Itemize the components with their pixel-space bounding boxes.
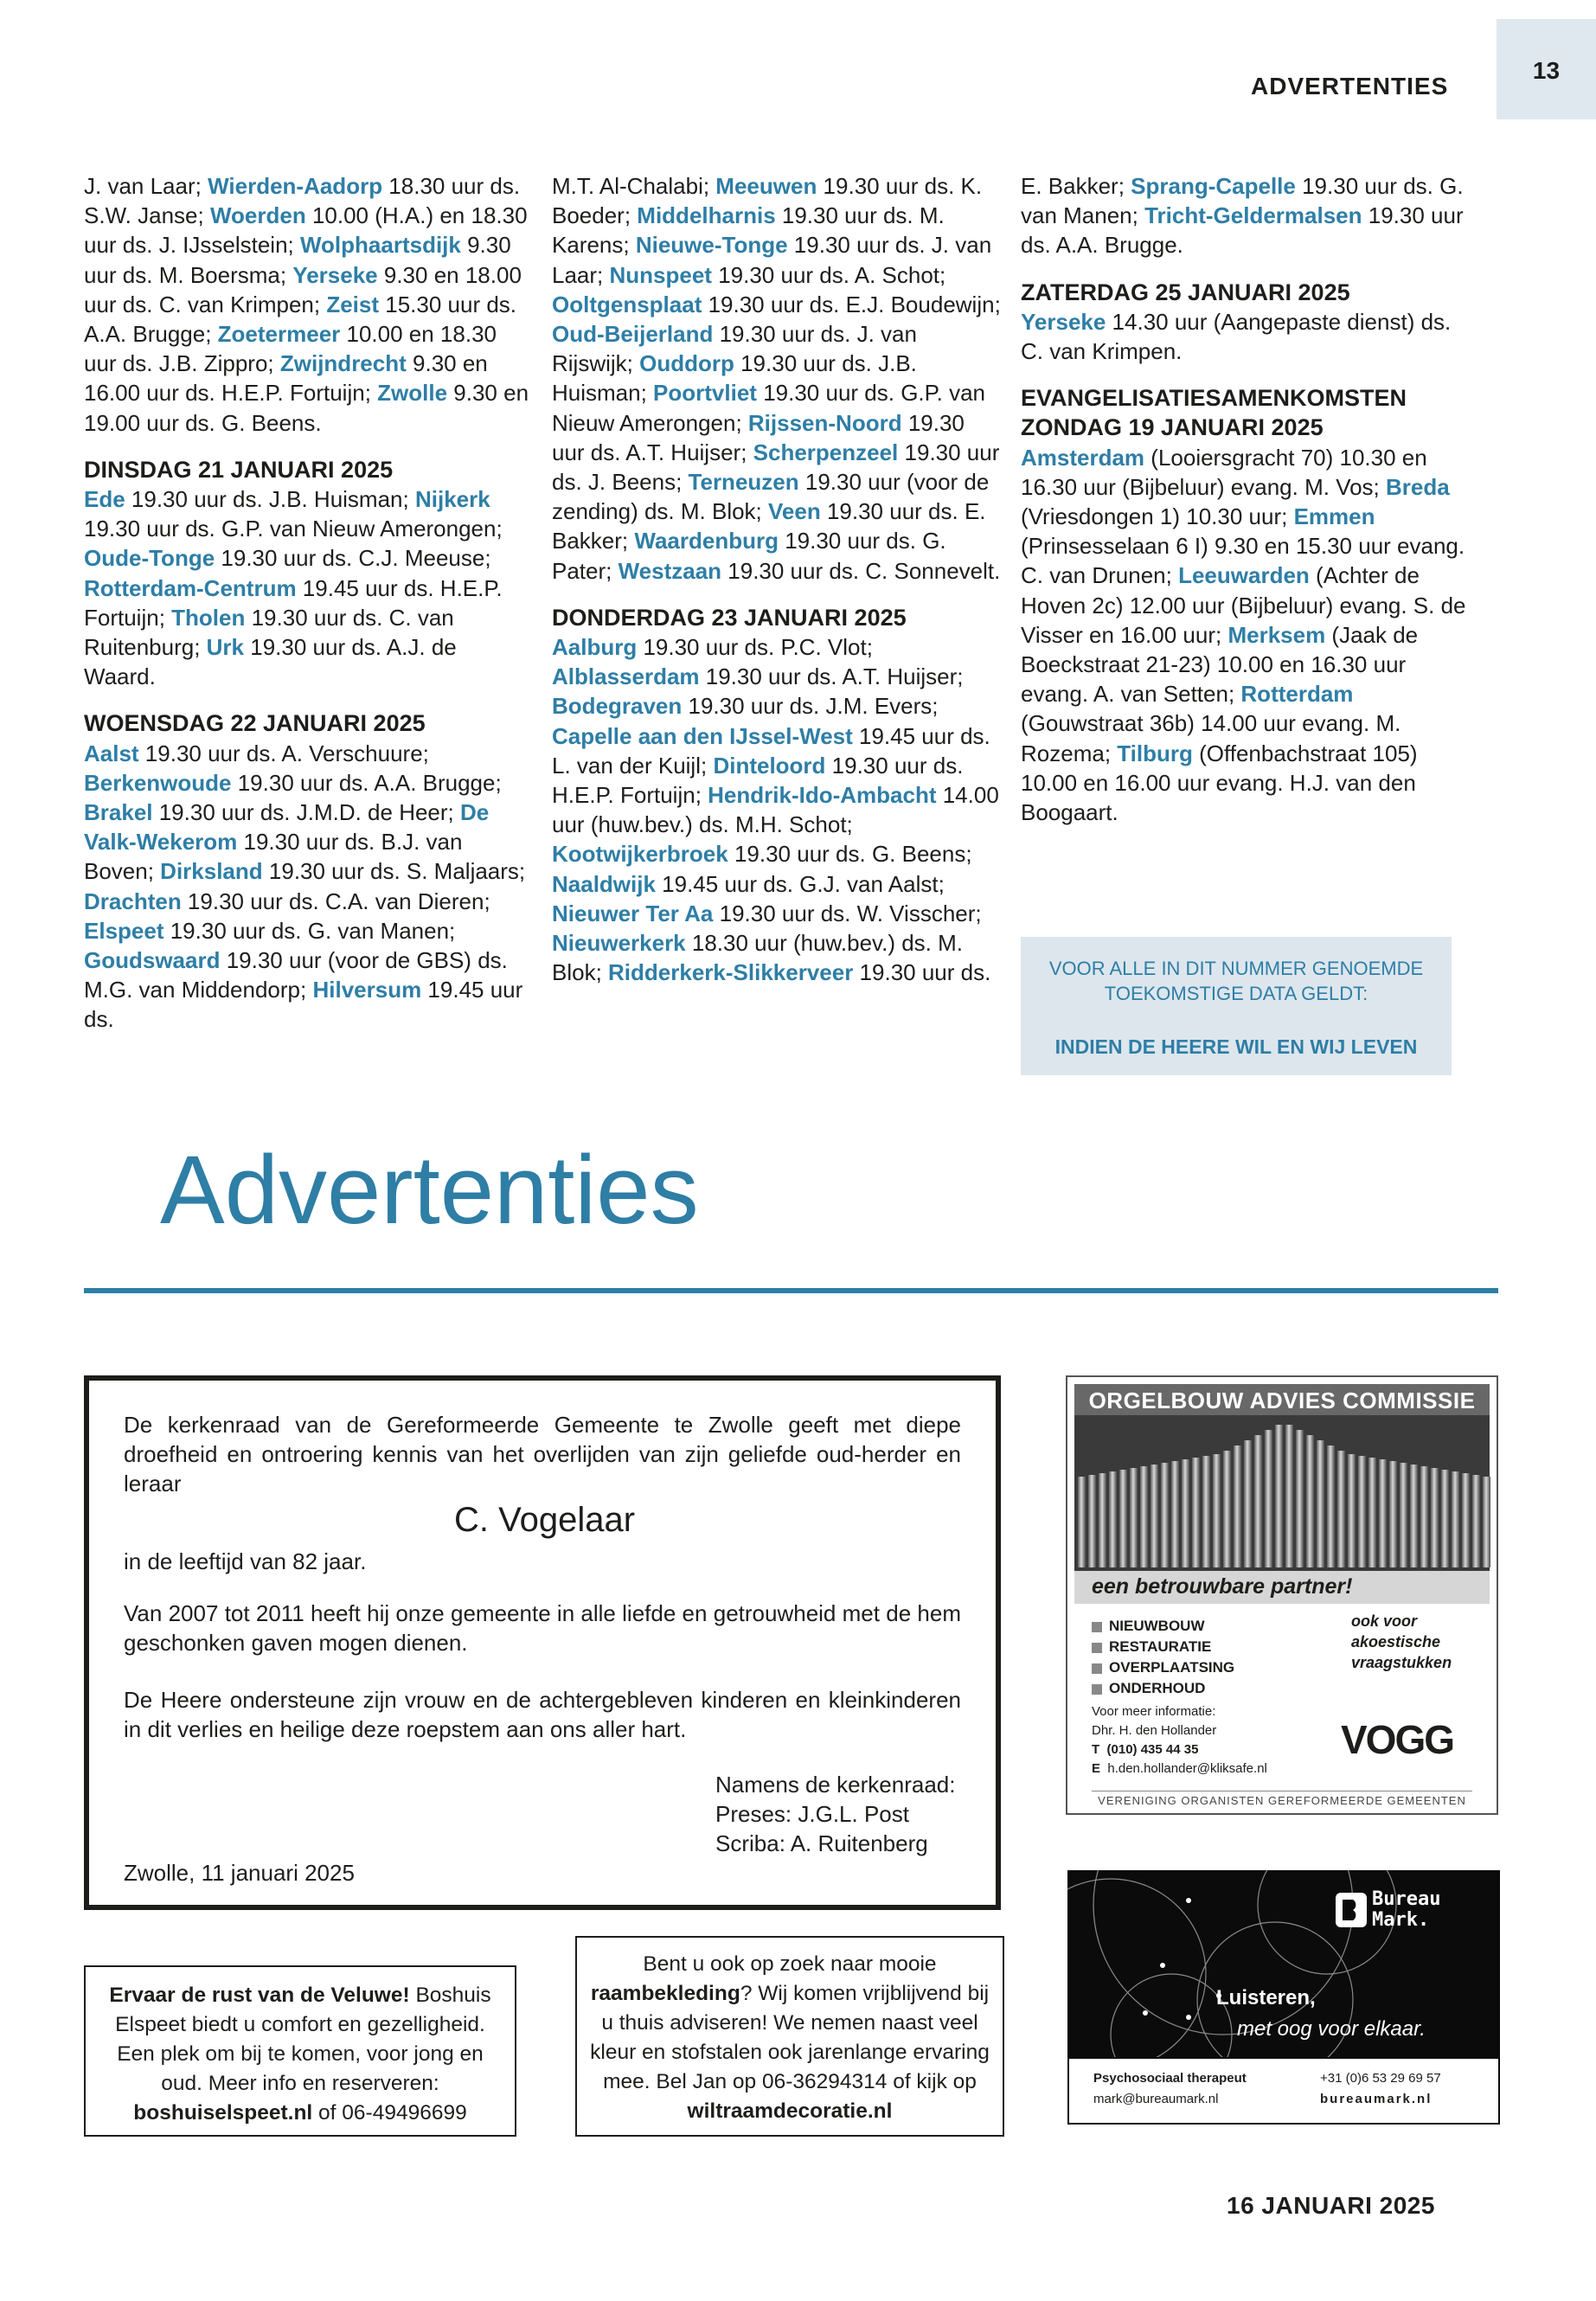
service-text: E. Bakker;	[1021, 173, 1131, 199]
location-name: Leeuwarden	[1178, 562, 1310, 589]
organ-pipe	[1441, 1470, 1449, 1567]
issue-date: 16 JANUARI 2025	[1227, 2192, 1435, 2219]
paragraph	[1021, 307, 1471, 366]
service-text: 19.45 uur ds.	[84, 977, 523, 1033]
location-name: Zwijndrecht	[279, 350, 407, 377]
service-text: 19.30 uur ds. G. van Manen;	[1021, 173, 1464, 229]
service-text: 19.30 uur ds. S. Maljaars;	[262, 858, 526, 885]
orgel-extra-line: akoestische	[1351, 1633, 1441, 1650]
location-name: Merksem	[1227, 621, 1326, 648]
location-name: Dinteloord	[713, 752, 826, 779]
service-text: 10.00 (H.A.) en 18.30 uur ds. J. IJsselstein;	[84, 202, 528, 259]
location-name: Woerden	[209, 202, 306, 229]
column-1	[84, 171, 534, 1052]
location-name: Alblasserdam	[552, 663, 700, 690]
organ-pipe	[1431, 1468, 1439, 1567]
service-text: 19.30 uur ds. A. Schot;	[711, 261, 946, 288]
location-name: Nieuwer Ter Aa	[552, 900, 714, 926]
organ-pipe	[1223, 1451, 1231, 1567]
orgel-service-item: OVERPLAATSING	[1092, 1657, 1234, 1678]
location-name: Nieuwerkerk	[552, 930, 686, 957]
service-text: (Jaak de Boeckstraat 21-23) 10.00 en 16.30 uur evang. A. van Setten;	[1021, 621, 1419, 708]
service-text: 15.30 uur ds. A.A. Brugge;	[84, 291, 517, 348]
service-text: 19.30 uur ds. E.J. Boudewijn;	[702, 291, 1001, 317]
location-name: Oude-Tonge	[84, 545, 215, 572]
location-name: Capelle aan den IJssel-West	[552, 722, 853, 749]
service-text: 14.30 uur (Aangepaste dienst) ds. C. van Krimpen.	[1021, 308, 1452, 365]
organ-pipe	[1348, 1454, 1356, 1567]
death-notice	[84, 1375, 1001, 1910]
service-text: 10.00 en 18.30 uur ds. J.B. Zippro;	[84, 321, 497, 377]
location-name: Wolphaartsdijk	[299, 232, 461, 259]
service-text: 19.45 uur ds. L. van der Kuijl;	[552, 722, 990, 779]
location-name: Poortvliet	[653, 380, 757, 407]
location-name: Ouddorp	[639, 350, 734, 377]
service-text: 9.30 en 18.00 uur ds. C. van Krimpen;	[84, 261, 522, 317]
service-text: 19.30 uur (voor de GBS) ds. M.G. van Middendorp;	[84, 947, 508, 1003]
organ-pipe	[1130, 1468, 1138, 1567]
death-intro: De kerkenraad van de Gereformeerde Gemeente te Zwolle geeft met diepe droefheid en ontroering kennis van het overlijden van zijn geliefde oud-herder en leraar	[124, 1412, 961, 1497]
organ-pipe	[1420, 1466, 1428, 1567]
location-name: Zwolle	[377, 380, 448, 407]
service-text: 19.30 uur ds. J.B. Huisman;	[125, 486, 415, 513]
notice-line: VOOR ALLE IN DIT NUMMER GENOEMDE	[1048, 958, 1424, 979]
service-text: 19.30 uur ds. P.C. Vlot;	[637, 634, 873, 661]
location-name: Urk	[206, 634, 245, 661]
organ-pipe	[1327, 1445, 1335, 1567]
place-date: Zwolle, 11 januari 2025	[124, 1860, 355, 1886]
organ-pipe	[1368, 1458, 1376, 1567]
vogg-logo: VOGG	[1341, 1717, 1454, 1762]
service-text: 19.30 uur ds. J.M.D. de Heer;	[152, 799, 460, 826]
service-text: 19.30 uur ds. G.P. van Nieuw Amerongen;	[552, 380, 985, 436]
section-title: ADVERTENTIES	[1251, 73, 1449, 99]
email-label: E	[1092, 1761, 1101, 1776]
location-name: Hilversum	[312, 977, 422, 1003]
column-2	[552, 171, 1002, 1004]
paragraph	[1021, 443, 1471, 828]
location-name: Ede	[84, 486, 125, 513]
organ-pipe	[1358, 1456, 1366, 1567]
location-name: Wierden-Aadorp	[208, 173, 383, 199]
notice-box	[1021, 937, 1452, 1075]
orgel-extra	[1351, 1611, 1452, 1673]
ad-boshuis	[84, 1965, 516, 2137]
bureau-role: Psychosociaal therapeut	[1093, 2071, 1247, 2086]
ad-raamdecoratie	[575, 1936, 1004, 2137]
organ-pipe	[1254, 1435, 1262, 1567]
service-text: 18.30 uur (huw.bev.) ds. M. Blok;	[552, 930, 963, 986]
organ-pipe	[1275, 1425, 1283, 1567]
location-name: Breda	[1386, 473, 1450, 500]
death-prayer: De Heere ondersteune zijn vrouw en de achtergebleven kinderen en kleinkinderen in dit verlies en heilige deze roepstem aan ons aller hart.	[124, 1687, 961, 1742]
ad-text: Boshuis Elspeet biedt u comfort en gezelligheid. Een plek om bij te komen, voor jong en oud. Meer info en reserveren:	[115, 1984, 491, 2095]
orgel-contact	[1092, 1702, 1267, 1779]
organ-pipe	[1182, 1459, 1189, 1567]
location-name: Westzaan	[618, 557, 722, 584]
service-text: 19.30 uur ds. J.B. Huisman;	[552, 350, 917, 407]
organ-pipe	[1296, 1430, 1304, 1567]
ad-bureau-mark	[1067, 1870, 1500, 2125]
location-name: Hendrik-Ido-Ambacht	[708, 782, 937, 809]
service-text: 19.30 uur ds. J. van Laar;	[552, 232, 992, 288]
orgel-service-item: ONDERHOUD	[1092, 1678, 1234, 1699]
service-text: (Prinsesselaan 6 I) 9.30 en 15.30 uur evang. C. van Drunen;	[1021, 533, 1465, 589]
service-text: J. van Laar;	[84, 173, 208, 199]
location-name: Oud-Beijerland	[552, 321, 714, 348]
orgel-service-item: NIEUWBOUW	[1092, 1616, 1234, 1637]
service-text: 19.30 uur ds. A.T. Huijser;	[552, 409, 965, 465]
orgel-service-item: RESTAURATIE	[1092, 1637, 1234, 1657]
service-text: 19.30 uur ds. G. Pater;	[552, 528, 946, 584]
service-text: 19.30 uur ds. E. Bakker;	[552, 498, 986, 554]
organ-pipe	[1400, 1463, 1407, 1567]
service-text: 19.30 uur ds. C. van Ruitenburg;	[84, 604, 454, 661]
organ-pipe	[1202, 1456, 1210, 1567]
death-age: in de leeftijd van 82 jaar.	[124, 1548, 367, 1574]
service-text: 19.30 uur ds. J. van Rijswijk;	[552, 321, 917, 377]
service-text: 19.30 uur ds. W. Visscher;	[713, 900, 982, 926]
bureau-email: mark@bureaumark.nl	[1093, 2092, 1219, 2106]
location-name: Terneuzen	[688, 469, 799, 496]
organ-pipe	[1379, 1459, 1387, 1567]
paragraph	[552, 632, 1002, 987]
organ-pipe	[1109, 1471, 1117, 1567]
location-name: Brakel	[84, 799, 153, 826]
service-text: 19.30 uur ds. G. Beens;	[727, 841, 972, 868]
service-text: 19.30 uur ds. A.A. Brugge.	[1021, 202, 1464, 259]
paragraph	[84, 484, 534, 691]
location-name: Scherpenzeel	[753, 439, 899, 465]
location-name: Rijssen-Noord	[747, 409, 902, 436]
location-name: Yerseke	[1021, 308, 1106, 335]
organ-pipe	[1234, 1445, 1241, 1567]
organ-pipe	[1192, 1458, 1200, 1567]
location-name: Zoetermeer	[217, 321, 341, 348]
location-name: Ridderkerk-Slikkerveer	[608, 959, 854, 986]
service-text: 19.30 uur (voor de zending) ds. M. Blok;	[552, 469, 990, 525]
bureau-name: Mark.	[1372, 1909, 1430, 1931]
location-name: Berkenwoude	[84, 769, 232, 796]
organ-pipe	[1265, 1430, 1272, 1567]
location-name: De Valk-Wekerom	[84, 799, 490, 856]
ad-text: of 06-49496699	[312, 2101, 467, 2125]
orgel-title: ORGELBOUW ADVIES COMMISSIE	[1088, 1388, 1476, 1413]
location-name: Tholen	[171, 604, 246, 631]
bureau-contact-bar	[1067, 2057, 1500, 2125]
phone-label: T	[1092, 1742, 1100, 1757]
organ-pipe	[1119, 1470, 1127, 1567]
day-heading: DONDERDAG 23 JANUARI 2025	[552, 604, 907, 631]
organ-pipe	[1244, 1440, 1252, 1567]
location-name: Drachten	[84, 888, 182, 914]
location-name: Veen	[768, 498, 821, 525]
signature-block	[715, 1770, 961, 1858]
title-rule	[84, 1288, 1498, 1293]
day-heading: WOENSDAG 22 JANUARI 2025	[84, 710, 426, 737]
location-name: Kootwijkerbroek	[552, 841, 728, 868]
location-name: Tricht-Geldermalsen	[1144, 202, 1362, 229]
ad-website: wiltraamdecoratie.nl	[687, 2099, 893, 2123]
location-name: Goudswaard	[84, 947, 221, 974]
location-name: Yerseke	[292, 261, 378, 288]
ad-headline: Ervaar de rust van de Veluwe!	[109, 1984, 410, 2007]
service-text: (Looiersgracht 70) 10.30 en 16.30 uur (Bijbeluur) evang. M. Vos;	[1021, 444, 1427, 500]
location-name: Aalburg	[552, 634, 638, 661]
organ-pipe	[1099, 1473, 1106, 1567]
death-service: Van 2007 tot 2011 heeft hij onze gemeente in alle liefde en getrouwheid met de hem geschonken gaven mogen dienen.	[124, 1600, 961, 1656]
location-name: Rotterdam	[1240, 681, 1354, 708]
page-number-tab	[1497, 19, 1596, 119]
service-text: (Gouwstraat 36b) 14.00 uur evang. M. Rozema;	[1021, 710, 1401, 766]
organ-pipe	[1161, 1463, 1169, 1567]
notice-text	[1021, 956, 1452, 1006]
organ-pipe	[1088, 1475, 1096, 1567]
paragraph	[1021, 171, 1471, 260]
day-heading: ZONDAG 19 JANUARI 2025	[1021, 414, 1324, 441]
orgel-tagline: een betrouwbare partner!	[1092, 1574, 1353, 1599]
notice-emphasis: INDIEN DE HEERE WIL EN WIJ LEVEN	[1054, 1035, 1418, 1058]
organ-pipe	[1389, 1461, 1397, 1567]
ad-text: Bent u ook op zoek naar mooie	[643, 1952, 937, 1976]
column-3	[1021, 171, 1471, 844]
orgel-email: h.den.hollander@kliksafe.nl	[1107, 1761, 1267, 1776]
location-name: Tilburg	[1117, 740, 1193, 766]
service-text: 19.30 uur ds. M. Karens;	[552, 202, 945, 259]
service-text: 19.30 uur ds. K. Boeder;	[552, 173, 983, 229]
service-text: (Offenbachstraat 105) 10.00 en 16.00 uur evang. H.J. van den Boogaart.	[1021, 740, 1418, 826]
location-name: Nijkerk	[414, 486, 490, 513]
service-text: 9.30 en 19.00 uur ds. G. Beens.	[84, 380, 529, 436]
location-name: Dirksland	[160, 858, 263, 885]
organ-pipe	[1151, 1465, 1158, 1567]
ad-keyword: raambekleding	[590, 1982, 740, 2005]
location-name: Nieuwe-Tonge	[635, 232, 788, 259]
location-name: Sprang-Capelle	[1131, 173, 1296, 199]
bureau-name: Bureau	[1372, 1888, 1441, 1910]
deceased-name: C. Vogelaar	[454, 1501, 636, 1539]
organ-pipe	[1078, 1477, 1086, 1567]
bureau-web: bureaumark.nl	[1320, 2092, 1433, 2106]
service-text: 19.30 uur ds. B.J. van Boven;	[84, 829, 463, 885]
organ-pipe	[1472, 1475, 1480, 1567]
notice-line: TOEKOMSTIGE DATA GELDT:	[1104, 983, 1368, 1004]
location-name: Zeist	[326, 291, 380, 317]
organ-pipe	[1483, 1477, 1490, 1567]
service-text: 19.30 uur ds.	[853, 959, 991, 986]
day-heading: DINSDAG 21 JANUARI 2025	[84, 456, 394, 483]
orgel-phone: (010) 435 44 35	[1106, 1742, 1199, 1757]
service-text: 19.30 uur ds. A.A. Brugge;	[231, 769, 502, 796]
ad-orgelbouw	[1066, 1375, 1498, 1815]
organ-pipe	[1285, 1425, 1293, 1567]
orgel-info-label: Voor meer informatie:	[1092, 1704, 1216, 1719]
orgel-extra-line: vraagstukken	[1351, 1654, 1452, 1671]
ads-title: Advertenties	[160, 1136, 699, 1244]
location-name: Elspeet	[84, 917, 164, 944]
location-name: Amsterdam	[1021, 444, 1145, 471]
location-name: Waardenburg	[634, 528, 779, 554]
service-text: 9.30 en 16.00 uur ds. H.E.P. Fortuijn;	[84, 350, 488, 407]
bureau-logo-text	[1372, 1889, 1440, 1931]
service-text: 19.30 uur ds. A.J. de Waard.	[84, 634, 457, 690]
organ-pipe	[1213, 1454, 1221, 1567]
organ-pipe	[1337, 1451, 1345, 1567]
service-text: 19.30 uur ds. C.A. van Dieren;	[181, 888, 490, 914]
location-name: Aalst	[84, 740, 139, 766]
service-text: 19.30 uur ds. C. Sonnevelt.	[721, 557, 1001, 584]
service-text: 19.30 uur ds. C.J. Meeuse;	[215, 545, 491, 572]
bureau-slogan-1: Luisteren,	[1216, 1986, 1316, 2009]
service-text: 9.30 uur ds. M. Boersma;	[84, 232, 511, 288]
service-text: 19.30 uur ds. A.T. Huijser;	[699, 663, 964, 690]
service-text: 19.30 uur ds. J.M. Evers;	[682, 693, 939, 720]
organ-pipe	[1452, 1471, 1459, 1567]
organ-pipe	[1306, 1435, 1314, 1567]
location-name: Rotterdam-Centrum	[84, 574, 297, 601]
location-name: Middelharnis	[637, 202, 776, 229]
service-text: 19.45 uur ds. H.E.P. Fortuijn;	[84, 574, 503, 631]
ad-text: ? Wij komen vrijblijvend bij u thuis adviseren! We nemen naast veel kleur en stofstalen ook jarenlange ervaring mee. Bel Jan op 06-36294314 of kijk op	[590, 1982, 990, 2093]
page-number: 13	[1532, 57, 1561, 84]
paragraph	[84, 739, 534, 1035]
organ-pipe	[1410, 1465, 1418, 1567]
service-text: M.T. Al-Chalabi;	[552, 173, 716, 199]
service-text: (Achter de Hoven 2c) 12.00 uur (Bijbeluur) evang. S. de Visser en 16.00 uur;	[1021, 562, 1466, 648]
section-heading: EVANGELISATIESAMENKOMSTEN	[1021, 385, 1407, 412]
paragraph	[84, 171, 534, 438]
service-text: (Vriesdongen 1) 10.30 uur;	[1021, 503, 1294, 530]
orgel-footer: VERENIGING ORGANISTEN GEREFORMEERDE GEMEENTEN	[1098, 1794, 1466, 1807]
location-name: Naaldwijk	[552, 870, 656, 897]
paragraph	[552, 171, 1002, 586]
bureau-phone: +31 (0)6 53 29 69 57	[1320, 2071, 1441, 2086]
service-text: 19.30 uur ds. A. Verschuure;	[138, 740, 429, 766]
orgel-services	[1092, 1616, 1234, 1699]
service-text: 19.30 uur ds. G.P. van Nieuw Amerongen;	[84, 516, 503, 542]
organ-pipe	[1171, 1461, 1179, 1567]
organ-pipe	[1462, 1473, 1470, 1567]
signature-line: Namens de kerkenraad:	[715, 1772, 956, 1798]
service-text: 18.30 uur ds. S.W. Janse;	[84, 173, 521, 229]
orgel-extra-line: ook voor	[1351, 1612, 1418, 1630]
service-text: 19.30 uur ds. G. van Manen;	[163, 917, 456, 944]
service-text: 14.00 uur (huw.bev.) ds. M.H. Schot;	[552, 782, 999, 838]
location-name: Bodegraven	[552, 693, 683, 720]
location-name: Nunspeet	[609, 261, 712, 288]
service-text: 19.30 uur ds. H.E.P. Fortuijn;	[552, 752, 964, 809]
signature-line: Scriba: A. Ruitenberg	[715, 1830, 928, 1856]
bureau-slogan-2: met oog voor elkaar.	[1237, 2017, 1426, 2041]
service-text: 19.30 uur ds. J. Beens;	[552, 439, 1000, 496]
location-name: Meeuwen	[715, 173, 817, 199]
organ-pipe	[1140, 1466, 1148, 1567]
location-name: Ooltgensplaat	[552, 291, 702, 317]
day-heading: ZATERDAG 25 JANUARI 2025	[1021, 279, 1350, 305]
ad-website: boshuiselspeet.nl	[133, 2101, 313, 2125]
location-name: Emmen	[1293, 503, 1375, 530]
organ-pipe	[1317, 1440, 1324, 1567]
service-text: 19.45 uur ds. G.J. van Aalst;	[655, 870, 945, 897]
orgel-contact-name: Dhr. H. den Hollander	[1092, 1723, 1217, 1738]
signature-line: Preses: J.G.L. Post	[715, 1801, 909, 1827]
